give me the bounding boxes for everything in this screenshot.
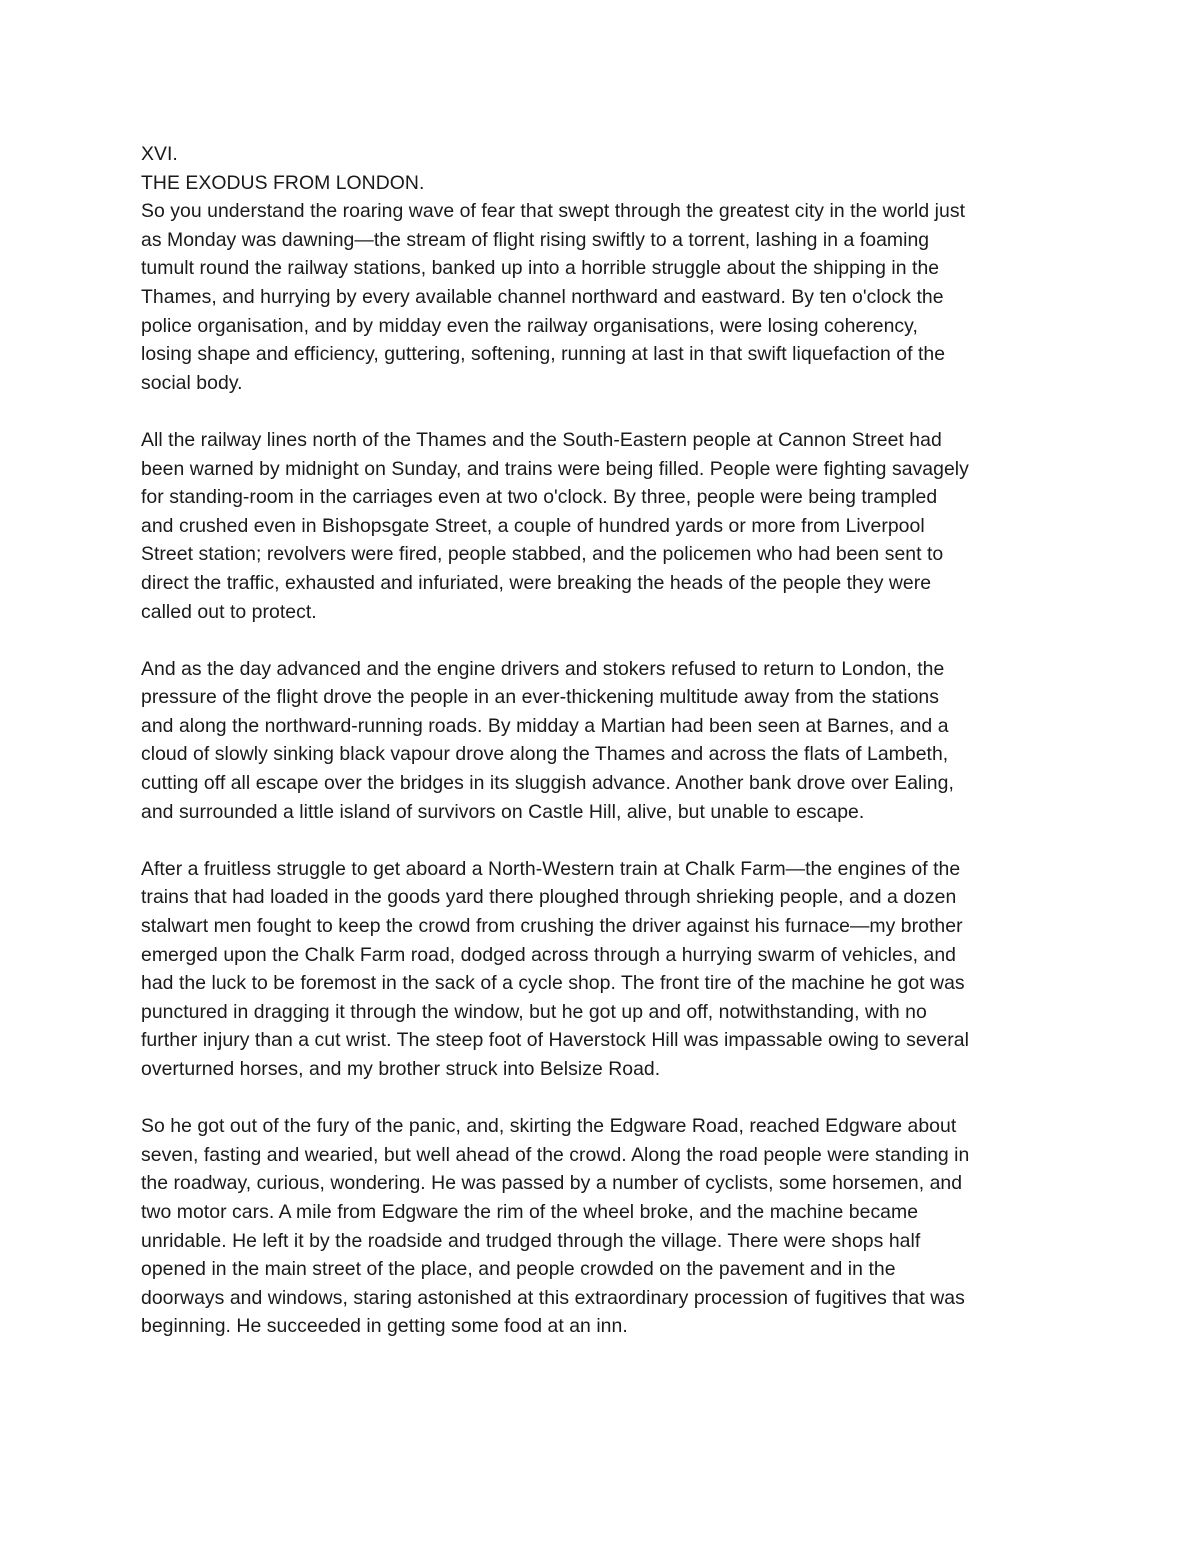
- paragraph-line: been warned by midnight on Sunday, and trains were being filled. People were fighting savagely: [141, 457, 969, 480]
- paragraph: [141, 855, 1071, 1084]
- paragraph: [141, 1112, 1071, 1341]
- paragraph-line: Street station; revolvers were fired, people stabbed, and the policemen who had been sent to: [141, 543, 944, 566]
- paragraph-line: further injury than a cut wrist. The steep foot of Haverstock Hill was impassable owing to several: [141, 1029, 969, 1052]
- paragraph-line: seven, fasting and wearied, but well ahead of the crowd. Along the road people were standing in: [141, 1143, 970, 1166]
- paragraph-line: called out to protect.: [141, 600, 317, 623]
- paragraph-line: tumult round the railway stations, banked up into a horrible struggle about the shipping in the: [141, 257, 940, 280]
- paragraph: [141, 426, 1071, 626]
- paragraph-line: After a fruitless struggle to get aboard a North-Western train at Chalk Farm—the engines of the: [141, 857, 961, 880]
- paragraph-line: pressure of the flight drove the people in an ever-thickening multitude away from the stations: [141, 686, 940, 709]
- paragraph-line: and surrounded a little island of survivors on Castle Hill, alive, but unable to escape.: [141, 800, 865, 823]
- paragraph-line: the roadway, curious, wondering. He was passed by a number of cyclists, some horsemen, and: [141, 1172, 963, 1195]
- paragraph-line: as Monday was dawning—the stream of flight rising swiftly to a torrent, lashing in a foaming: [141, 228, 930, 251]
- paragraph-line: cloud of slowly sinking black vapour drove along the Thames and across the flats of Lambeth,: [141, 743, 949, 766]
- paragraph-line: police organisation, and by midday even the railway organisations, were losing coherency,: [141, 314, 918, 337]
- paragraph-line: trains that had loaded in the goods yard there ploughed through shrieking people, and a dozen: [141, 886, 957, 909]
- paragraph-line: punctured in dragging it through the window, but he got up and off, notwithstanding, with no: [141, 1000, 927, 1023]
- paragraph-line: social body.: [141, 371, 243, 394]
- paragraph-list: [141, 197, 1071, 1341]
- paragraph-line: beginning. He succeeded in getting some food at an inn.: [141, 1315, 628, 1338]
- paragraph-line: So he got out of the fury of the panic, and, skirting the Edgware Road, reached Edgware about: [141, 1115, 957, 1138]
- paragraph-line: stalwart men fought to keep the crowd from crushing the driver against his furnace—my brother: [141, 915, 963, 938]
- paragraph-line: So you understand the roaring wave of fear that swept through the greatest city in the world just: [141, 200, 966, 223]
- paragraph-line: unridable. He left it by the roadside and trudged through the village. There were shops half: [141, 1229, 921, 1252]
- paragraph-line: emerged upon the Chalk Farm road, dodged across through a hurrying swarm of vehicles, and: [141, 943, 956, 966]
- paragraph: [141, 655, 1071, 827]
- document-body: [141, 140, 1071, 1341]
- paragraph-line: Thames, and hurrying by every available channel northward and eastward. By ten o'clock the: [141, 285, 944, 308]
- paragraph-line: doorways and windows, staring astonished at this extraordinary procession of fugitives that was: [141, 1286, 965, 1309]
- paragraph-line: All the railway lines north of the Thames and the South-Eastern people at Cannon Street had: [141, 428, 942, 451]
- paragraph-line: losing shape and efficiency, guttering, softening, running at last in that swift liquefaction of the: [141, 343, 946, 366]
- chapter-title: THE EXODUS FROM LONDON.: [141, 171, 425, 194]
- paragraph-line: direct the traffic, exhausted and infuriated, were breaking the heads of the people they were: [141, 571, 932, 594]
- paragraph-line: overturned horses, and my brother struck into Belsize Road.: [141, 1058, 661, 1080]
- paragraph-line: had the luck to be foremost in the sack of a cycle shop. The front tire of the machine he got was: [141, 972, 965, 995]
- paragraph: [141, 197, 1071, 397]
- paragraph-line: for standing-room in the carriages even at two o'clock. By three, people were being trampled: [141, 486, 938, 509]
- chapter-number: XVI.: [141, 143, 178, 165]
- paragraph-line: opened in the main street of the place, and people crowded on the pavement and in the: [141, 1258, 896, 1281]
- paragraph-line: and along the northward-running roads. By midday a Martian had been seen at Barnes, and a: [141, 714, 949, 737]
- paragraph-line: and crushed even in Bishopsgate Street, a couple of hundred yards or more from Liverpool: [141, 514, 925, 537]
- paragraph-line: And as the day advanced and the engine drivers and stokers refused to return to London, the: [141, 657, 945, 680]
- paragraph-line: cutting off all escape over the bridges in its sluggish advance. Another bank drove over Ealing,: [141, 772, 954, 795]
- paragraph-line: two motor cars. A mile from Edgware the rim of the wheel broke, and the machine became: [141, 1200, 919, 1223]
